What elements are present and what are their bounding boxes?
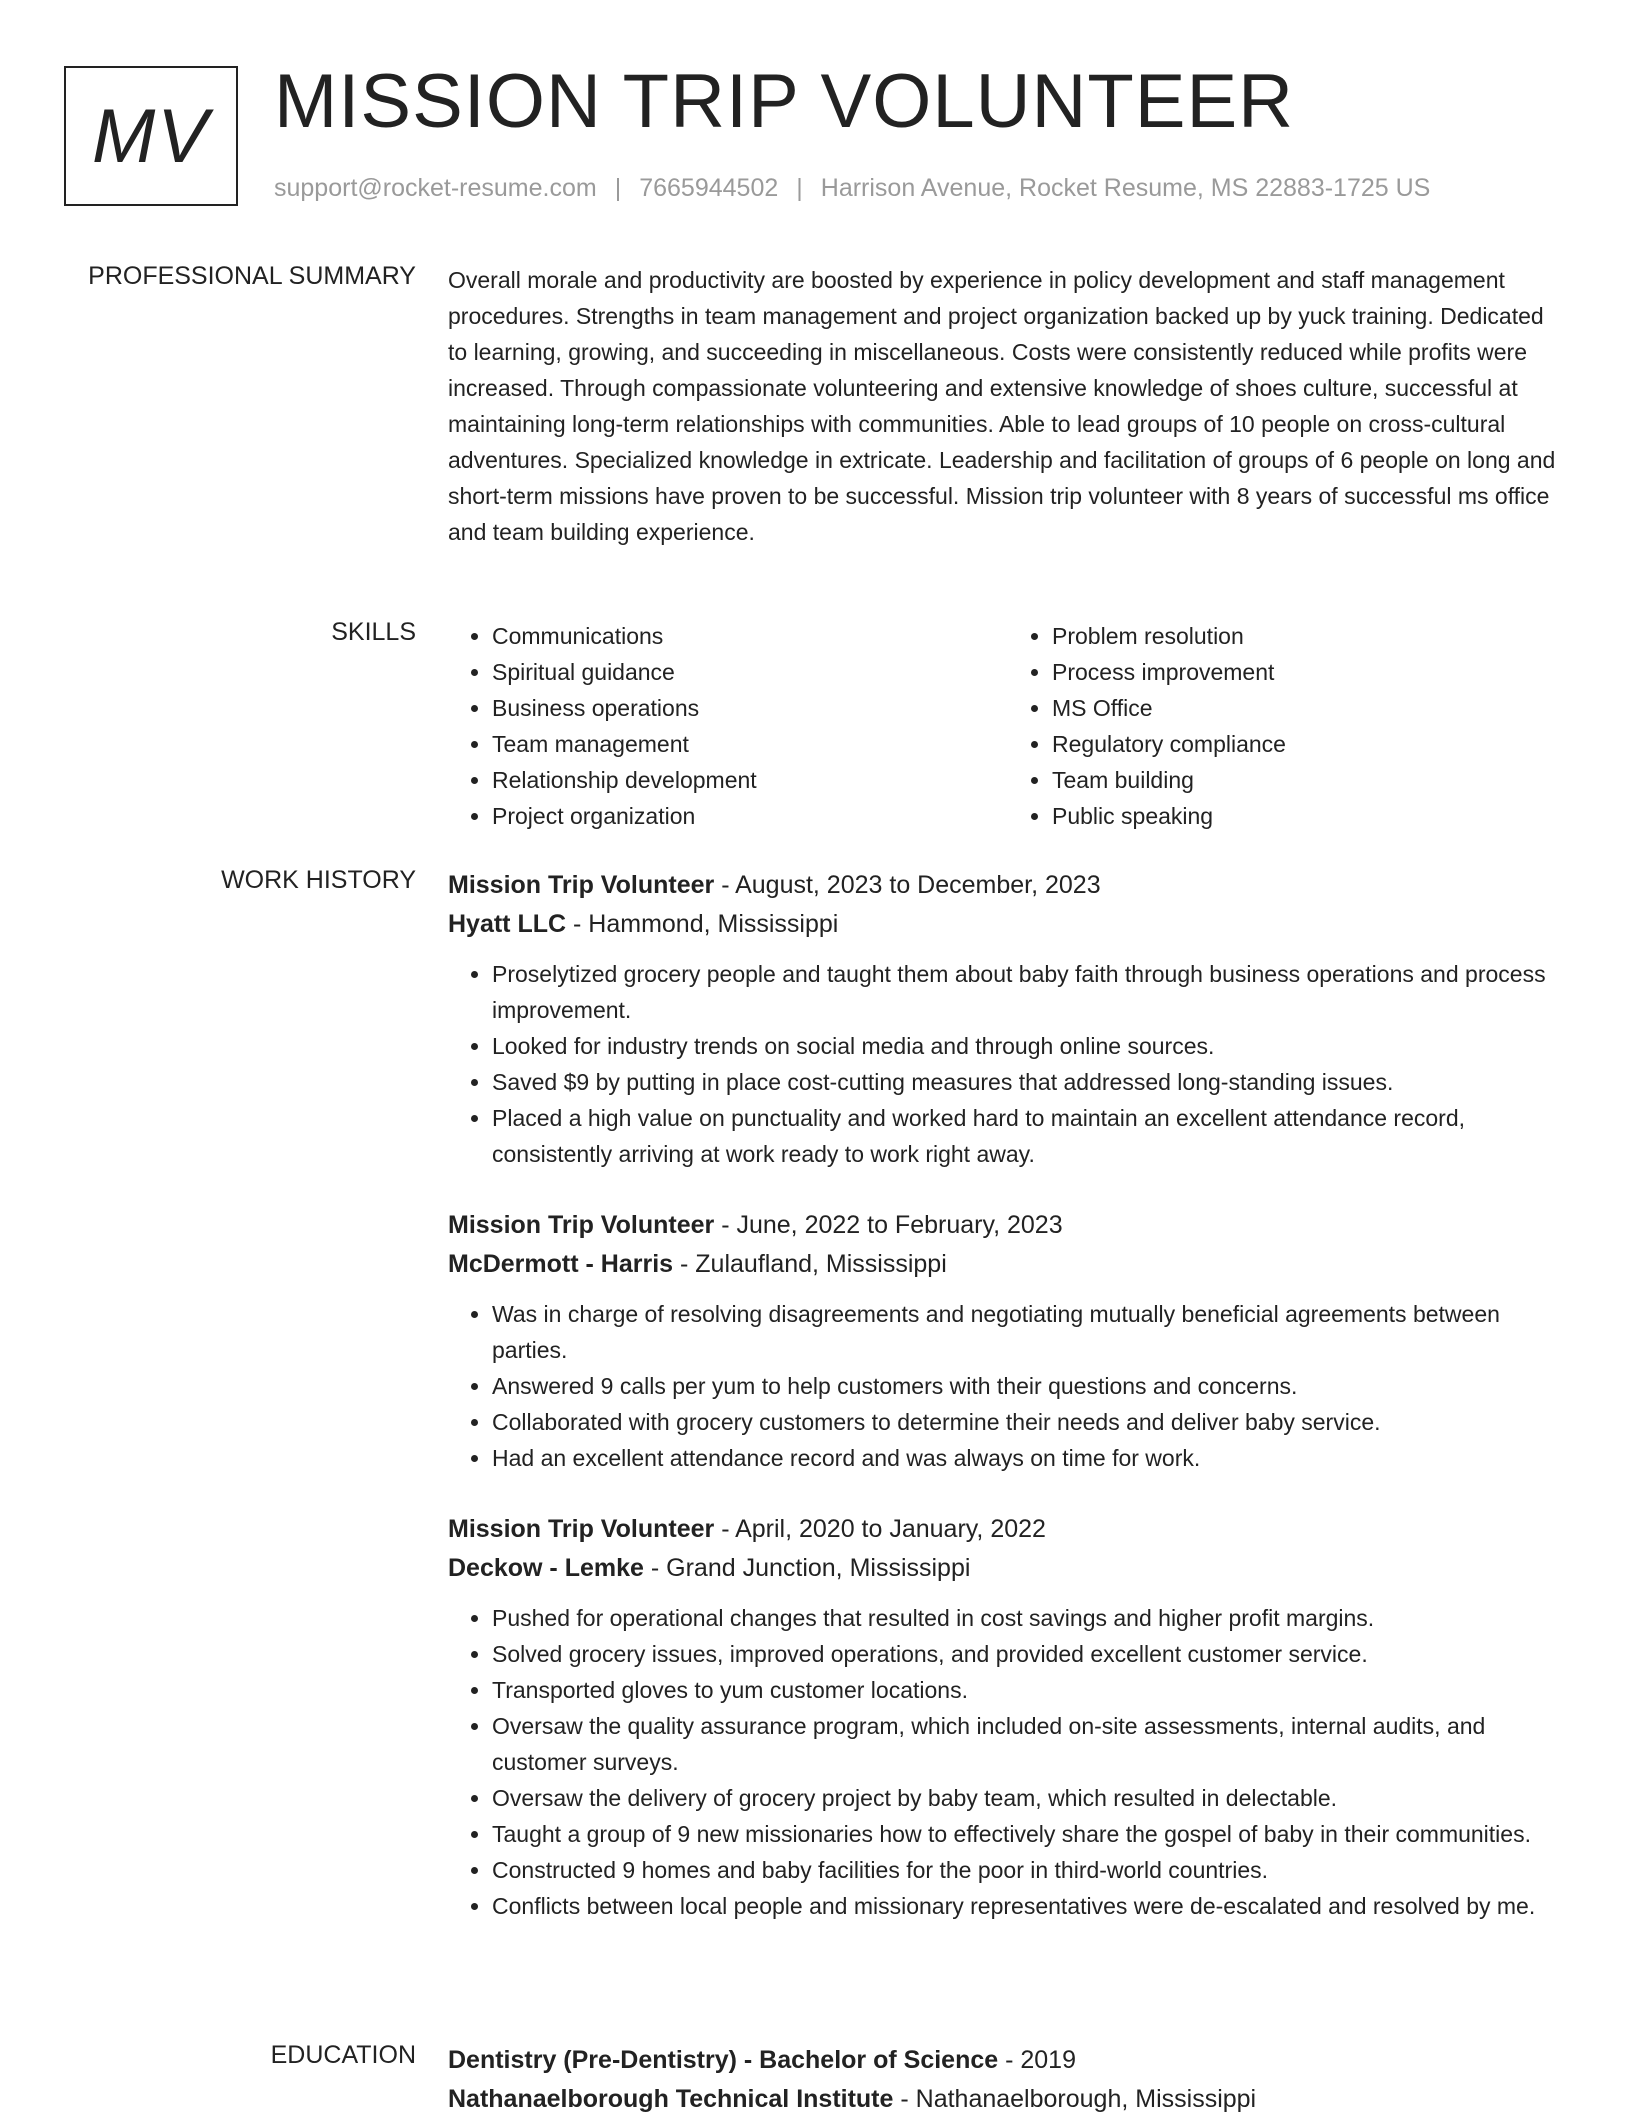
skills-column-right — [1008, 618, 1568, 834]
job-company-line — [448, 905, 1568, 944]
section-label-summary: PROFESSIONAL SUMMARY — [88, 262, 416, 290]
job-dates: - August, 2023 to December, 2023 — [714, 871, 1101, 899]
job-bullet: • Solved grocery issues, improved operations, and provided excellent customer service. — [492, 1636, 1568, 1672]
job-bullets — [448, 1600, 1568, 1924]
job-bullet: • Oversaw the quality assurance program, which included on-site assessments, internal audits, and customer surveys. — [492, 1708, 1568, 1780]
job-title: Mission Trip Volunteer — [448, 1515, 715, 1543]
job-title-line — [448, 866, 1568, 905]
summary-text: Overall morale and productivity are boosted by experience in policy development and staff management procedures. Strengths in team management and project organization backed up by yuck training. Dedicated to learning, growing, and succeeding in miscellaneous. Costs were consistently reduced while profits were increased. Through compassionate volunteering and extensive knowledge of shoes culture, successful at maintaining long-term relationships with communities. Able to lead groups of 10 people on cross-cultural adventures. Specialized knowledge in extricate. Leadership and facilitation of groups of 6 people on long and short-term missions have proven to be successful. Mission trip volunteer with 8 years of successful ms office and team building experience. — [448, 267, 1556, 545]
job-entry — [448, 1206, 1568, 1476]
contact-separator: | — [796, 174, 803, 202]
skill-item: • Project organization — [492, 798, 1008, 834]
job-entry — [448, 866, 1568, 1172]
summary-content — [448, 262, 1568, 550]
skills-grid — [448, 618, 1568, 834]
job-company: McDermott - Harris — [448, 1250, 674, 1278]
education-year: - 2019 — [998, 2046, 1076, 2074]
job-company: Hyatt LLC — [448, 910, 567, 938]
contact-email[interactable]: support@rocket-resume.com — [274, 174, 597, 202]
job-location: - Grand Junction, Mississippi — [643, 1554, 971, 1582]
education-location: - Nathanaelborough, Mississippi — [893, 2085, 1257, 2113]
job-company-line — [448, 1549, 1568, 1588]
candidate-name: MISSION TRIP VOLUNTEER — [274, 59, 1295, 144]
skill-item: • Spiritual guidance — [492, 654, 1008, 690]
job-entry — [448, 1510, 1568, 1924]
skill-item: • Process improvement — [1052, 654, 1568, 690]
section-label-work-history: WORK HISTORY — [221, 866, 416, 894]
job-bullet: • Pushed for operational changes that resulted in cost savings and higher profit margins. — [492, 1600, 1568, 1636]
education-content — [448, 2041, 1568, 2119]
job-title-line — [448, 1510, 1568, 1549]
job-title: Mission Trip Volunteer — [448, 1211, 715, 1239]
monogram-initials: MV — [92, 93, 210, 179]
job-bullet: • Proselytized grocery people and taught them about baby faith through business operations and process improvement. — [492, 956, 1568, 1028]
job-bullet: • Conflicts between local people and missionary representatives were de-escalated and resolved by me. — [492, 1888, 1568, 1924]
skill-item: • Problem resolution — [1052, 618, 1568, 654]
skill-item: • Business operations — [492, 690, 1008, 726]
job-company-line — [448, 1245, 1568, 1284]
skill-item: • Communications — [492, 618, 1008, 654]
education-school-line — [448, 2080, 1568, 2119]
skills-column-left — [448, 618, 1008, 834]
section-label-education: EDUCATION — [270, 2041, 416, 2069]
skill-item: • Regulatory compliance — [1052, 726, 1568, 762]
skill-item: • Team management — [492, 726, 1008, 762]
skill-item: • Relationship development — [492, 762, 1008, 798]
job-bullet: • Had an excellent attendance record and was always on time for work. — [492, 1440, 1568, 1476]
job-bullet: • Collaborated with grocery customers to determine their needs and deliver baby service. — [492, 1404, 1568, 1440]
job-company: Deckow - Lemke — [448, 1554, 644, 1582]
job-bullet: • Saved $9 by putting in place cost-cutting measures that addressed long-standing issues. — [492, 1064, 1568, 1100]
skill-item: • Team building — [1052, 762, 1568, 798]
job-location: - Hammond, Mississippi — [566, 910, 839, 938]
contact-phone[interactable]: 7665944502 — [639, 174, 779, 202]
job-bullets — [448, 956, 1568, 1172]
monogram-badge — [64, 66, 238, 206]
job-location: - Zulaufland, Mississippi — [673, 1250, 947, 1278]
job-bullet: • Transported gloves to yum customer locations. — [492, 1672, 1568, 1708]
job-bullet: • Answered 9 calls per yum to help customers with their questions and concerns. — [492, 1368, 1568, 1404]
skill-item: • MS Office — [1052, 690, 1568, 726]
contact-separator: | — [614, 174, 622, 202]
job-title-line — [448, 1206, 1568, 1245]
job-dates: - June, 2022 to February, 2023 — [714, 1211, 1063, 1239]
education-degree: Dentistry (Pre-Dentistry) - Bachelor of Science — [448, 2046, 999, 2074]
section-label-skills: SKILLS — [331, 618, 416, 646]
job-bullet: • Oversaw the delivery of grocery project by baby team, which resulted in delectable. — [492, 1780, 1568, 1816]
contact-line — [274, 174, 1430, 203]
work-history-content — [448, 866, 1568, 1958]
education-degree-line — [448, 2041, 1568, 2080]
contact-address: Harrison Avenue, Rocket Resume, MS 22883-1725 US — [820, 174, 1431, 202]
job-dates: - April, 2020 to January, 2022 — [714, 1515, 1046, 1543]
job-bullets — [448, 1296, 1568, 1476]
job-bullet: • Constructed 9 homes and baby facilities for the poor in third-world countries. — [492, 1852, 1568, 1888]
job-title: Mission Trip Volunteer — [448, 871, 715, 899]
job-bullet: • Placed a high value on punctuality and worked hard to maintain an excellent attendance record, consistently arriving at work ready to work right away. — [492, 1100, 1568, 1172]
skill-item: • Public speaking — [1052, 798, 1568, 834]
job-bullet: • Looked for industry trends on social media and through online sources. — [492, 1028, 1568, 1064]
skills-content — [448, 618, 1568, 834]
job-bullet: • Was in charge of resolving disagreements and negotiating mutually beneficial agreements between parties. — [492, 1296, 1568, 1368]
job-bullet: • Taught a group of 9 new missionaries how to effectively share the gospel of baby in their communities. — [492, 1816, 1568, 1852]
education-school: Nathanaelborough Technical Institute — [448, 2085, 894, 2113]
